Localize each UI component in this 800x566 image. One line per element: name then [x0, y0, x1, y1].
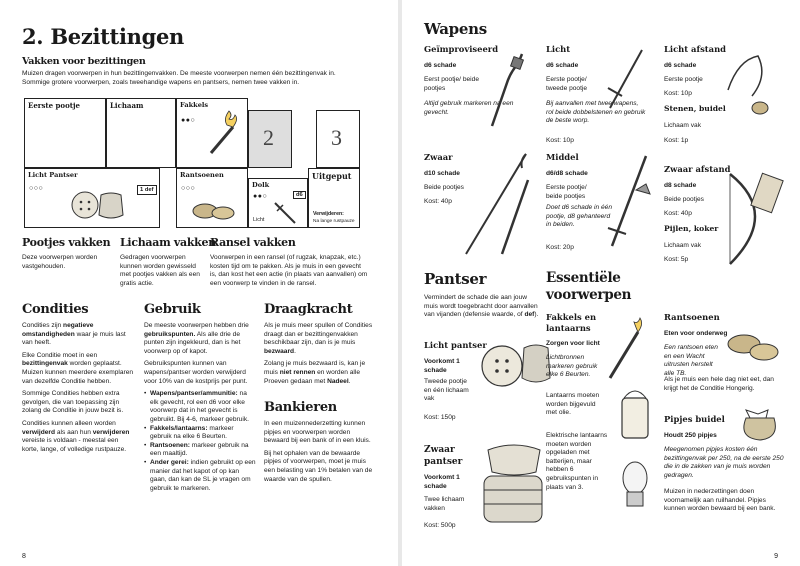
coin-pouch-icon: [736, 404, 786, 444]
card-rantsoenen[interactable]: [176, 168, 248, 228]
item-text: Muizen in nederzettingen doen voornamelijk aan ruilhandel. Pipjes kunnen worden bewaard bij een bank.: [664, 488, 776, 513]
item-title: Fakkels en lantaarns: [546, 312, 597, 333]
slot-number: 3: [331, 125, 342, 150]
weapon-title: Licht: [546, 44, 571, 54]
weapon-title: Zwaar: [424, 152, 453, 162]
weapon-damage: d8 schade: [664, 182, 697, 189]
usage-circles: ●●○: [181, 117, 196, 124]
weapon-damage: d10 schade: [424, 170, 460, 177]
weapon-cost: Kost: 40p: [664, 210, 692, 217]
list-item: • Rantsoenen: markeer gebruik na een maaltijd.: [144, 442, 256, 459]
lichaam-text: Gedragen voorwerpen kunnen worden gewisseld met pootjes vakken als een gratis actie.: [120, 254, 200, 287]
page-number: 8: [22, 553, 26, 560]
page-number: 9: [774, 553, 778, 560]
intro-text: Muizen dragen voorwerpen in hun bezittingenvakken. De meeste voorwerpen nemen één bezittingenvak in. Sommige grotere voorwerpen, zoals tweehandige wapens en pantsers, nemen twee vakken in.: [22, 70, 336, 86]
light-armor-icon: [480, 340, 550, 400]
dagger-icon: [602, 44, 652, 114]
item-note: Lichtbronnen markeren gebruik elke 6 Beurten.: [546, 354, 598, 379]
armor-icon: [65, 187, 135, 227]
item-title: Stenen, buidel: [664, 104, 726, 113]
heavy-armor-icon: [478, 440, 548, 540]
lantern-icon: [608, 318, 658, 518]
slot-eerste-pootje[interactable]: [24, 98, 106, 168]
torch-icon: [207, 117, 247, 157]
item-subtitle: Houdt 250 pipjes: [664, 432, 717, 439]
dagger-icon: [273, 201, 303, 227]
armor-cost: Kost: 500p: [424, 522, 456, 529]
list-item: • Ander gerei: indien gebruikt op een manier dat het kapot of op kan gaan, dan kan de SL je vragen om gebruik te markeren.: [144, 459, 256, 493]
armor-title: Zwaar pantser: [424, 445, 463, 467]
draagkracht-body: Als je muis meer spullen of Condities draagt dan er bezittingenvakken beschikbaar zijn, dan is je muis bezwaard. Zolang je muis bezwaard is, kan je muis niet rennen en worden alle Proeven gedaan met Nadeel.: [264, 322, 373, 385]
spear-icon: [462, 150, 542, 260]
card-title: Licht Pantser: [28, 171, 78, 179]
pantser-heading: Pantser: [424, 270, 487, 288]
left-page: [0, 0, 398, 566]
armor-defense: Voorkomt 1 schade: [424, 474, 460, 490]
pantser-intro: Vermindert de schade die aan jouw muis wordt toegebracht door aanvallen van vijanden (defensie waarde, of def).: [424, 294, 539, 319]
item-text: Als je muis een hele dag niet eet, dan krijgt het de Conditie Hongerig.: [664, 376, 774, 392]
pootjes-text: Deze voorwerpen worden vastgehouden.: [22, 254, 98, 270]
gebruik-body: De meeste voorwerpen hebben drie gebruikspunten. Als alle drie de punten zijn ingekleurd, dan is het voorwerp op of kapot. Gebruikspunten kunnen van wapens/pantser worden verwijderd voor 10% van de kostprijs per punt. • Wapens/pantser/ammunitie: na elk gevecht, rol een d6 voor elke voorwerp dat in het gevecht is gebruikt. Bij 4-6, markeer gebruik. • Fakkels/lantaarns: markeer gebruik na elke 6 Beurten. • Rantsoenen: markeer gebruik na een maaltijd. • Ander gerei: indien gebruikt op een manier dat het kapot of op kan gaan, dan kan de SL je vragen om gebruik te markeren.: [144, 322, 256, 493]
sword-icon: [602, 150, 662, 250]
list-item: • Fakkels/lantaarns: markeer gebruik na elke 6 Beurten.: [144, 425, 256, 442]
usage-circles: ●●○: [253, 193, 268, 200]
vakken-heading: Vakken voor bezittingen: [22, 56, 146, 67]
bankieren-heading: Bankieren: [264, 400, 337, 415]
card-fakkels[interactable]: [176, 98, 248, 168]
weapon-hands: Beide pootjes: [664, 196, 704, 203]
slot-lichaam[interactable]: [106, 98, 176, 168]
club-icon: [488, 50, 528, 130]
weapon-damage: d6/d8 schade: [546, 170, 588, 177]
item-text: Lantaarns moeten worden bijgevuld met olie.: [546, 392, 600, 417]
item-subtitle: Zorgen voor licht: [546, 340, 600, 347]
weapon-hands: Eerste pootje/ tweede pootje: [546, 76, 588, 92]
slot-number: 2: [263, 125, 274, 150]
weapon-title: Geïmproviseerd: [424, 44, 499, 54]
bankieren-body: In een muizennederzetting kunnen pipjes en voorwerpen worden bewaard bij een bank of in een kluis. Bij het ophalen van de bewaarde pipjes of voorwerpen, moet je muis een belasting van 1% betalen van de waarde van de spullen.: [264, 420, 373, 483]
wapens-heading: Wapens: [424, 20, 487, 38]
weapon-cost: Kost: 10p: [546, 137, 574, 144]
rations-icon: [724, 322, 784, 372]
remove-label: Verwijderen:: [313, 211, 344, 217]
card-title: Dolk: [252, 181, 270, 189]
weapon-note: Altijd gebruik markeren na een gevecht.: [424, 100, 514, 116]
weapon-title: Middel: [546, 152, 579, 162]
list-item: • Wapens/pantser/ammunitie: na elk gevecht, rol een d6 voor elke voorwerp dat in het gevecht is gebruikt. Bij 4-6, markeer gebruik.: [144, 390, 256, 424]
weapon-note: Bij aanvallen met twee wapens, rol beide dobbelstenen en gebruik de beste worp.: [546, 100, 646, 125]
ransel-text: Voorwerpen in een ransel (of rugzak, knapzak, etc.) kosten tijd om te pakken. Als je muis in een gevecht is, dan kost het een actie (in plaats van aanvallen) om een voorwerp te vinden in de ransel.: [210, 254, 368, 287]
item-cost: Kost: 5p: [664, 256, 689, 263]
item-title: Pipjes buidel: [664, 414, 725, 424]
essentiele-heading: Essentiële voorwerpen: [546, 270, 632, 303]
item-subtitle: Eten voor onderweg: [664, 330, 728, 337]
item-text: Elektrische lantaarns moeten worden opgeladen met batterijen, maar hebben 6 gebruikspunten in plaats van 3.: [546, 432, 608, 491]
weapon-hands: Beide pootjes: [424, 184, 464, 191]
lichaam-heading: Lichaam vakken: [120, 236, 216, 249]
usage-circles: ○○○: [181, 185, 196, 192]
item-slot: Lichaam vak: [664, 242, 702, 249]
weapon-damage: d6 schade: [546, 62, 579, 69]
armor-slots: Tweede pootje en één lichaam vak: [424, 378, 469, 403]
armor-slots: Twee lichaam vakken: [424, 496, 465, 512]
armor-cost: Kost: 150p: [424, 414, 456, 421]
weapon-class: Licht: [253, 217, 265, 223]
weapon-cost: Kost: 40p: [424, 198, 452, 205]
item-title: Rantsoenen: [664, 312, 720, 322]
weapon-hands: Eerste pootje: [664, 76, 703, 83]
weapon-title: Zwaar afstand: [664, 164, 731, 174]
bow-icon: [720, 170, 790, 270]
draagkracht-heading: Draagkracht: [264, 302, 353, 317]
chapter-title: 2. Bezittingen: [22, 24, 185, 49]
rations-icon: [191, 195, 241, 225]
weapon-cost: Kost: 20p: [546, 244, 574, 251]
slot-ransel-2[interactable]: [248, 110, 292, 168]
weapon-title: Licht afstand: [664, 44, 727, 54]
item-note: Een rantsoen eten en een Wacht uitrusten herstelt alle TB.: [664, 344, 718, 377]
armor-title: Licht pantser: [424, 340, 487, 350]
weapon-cost: Kost: 10p: [664, 90, 692, 97]
card-dolk[interactable]: [248, 178, 308, 228]
card-licht-pantser[interactable]: [24, 168, 160, 228]
card-title: Uitgeput: [312, 171, 352, 181]
slot-ransel-3[interactable]: [316, 110, 360, 168]
slot-label: Eerste pootje: [28, 101, 80, 110]
pootjes-heading: Pootjes vakken: [22, 236, 111, 249]
card-title: Fakkels: [180, 101, 209, 109]
card-uitgeput[interactable]: [308, 168, 360, 228]
item-title: Pijlen, koker: [664, 224, 719, 233]
remove-text: Na lange rustpauze: [313, 219, 355, 224]
slot-label: Lichaam: [110, 101, 144, 110]
card-title: Rantsoenen: [180, 171, 224, 179]
usage-circles: ○○○: [29, 185, 44, 192]
weapon-hands: Eerste pootje/ beide pootjes: [546, 184, 587, 200]
item-note: Meegenomen pipjes kosten één bezittingenvak per 250, na de eerste 250 die in de zakken van je muis worden gedragen.: [664, 446, 784, 479]
ransel-heading: Ransel vakken: [210, 236, 296, 249]
weapon-damage: d6 schade: [424, 62, 457, 69]
damage-badge: d6: [293, 191, 306, 199]
sling-icon: [724, 50, 774, 120]
condities-heading: Condities: [22, 302, 89, 317]
weapon-hands: Eerst pootje/ beide pootjes: [424, 76, 479, 92]
condities-body: Condities zijn negatieve omstandigheden waar je muis last van heeft. Elke Conditie moet in een bezittingenvak worden geplaatst. Muizen kunnen meerdere exemplaren van dezelfde Conditie hebben. Sommige Condities hebben extra gevolgen, die van toepassing zijn zolang de Conditie in jouw bezit is. Condities kunnen alleen worden verwijderd als aan hun verwijderen vereiste is voldaan - meestal een korte, lange, of volledige rustpauze.: [22, 322, 134, 453]
right-page: [402, 0, 800, 566]
item-cost: Kost: 1p: [664, 137, 689, 144]
defense-badge: 1 def: [137, 185, 157, 195]
weapon-damage: d6 schade: [664, 62, 697, 69]
gebruik-heading: Gebruik: [144, 302, 201, 317]
armor-defense: Voorkomt 1 schade: [424, 358, 460, 374]
weapon-note: Doet d6 schade in één pootje, d8 gehanteerd in beiden.: [546, 204, 612, 229]
item-slot: Lichaam vak: [664, 122, 702, 129]
